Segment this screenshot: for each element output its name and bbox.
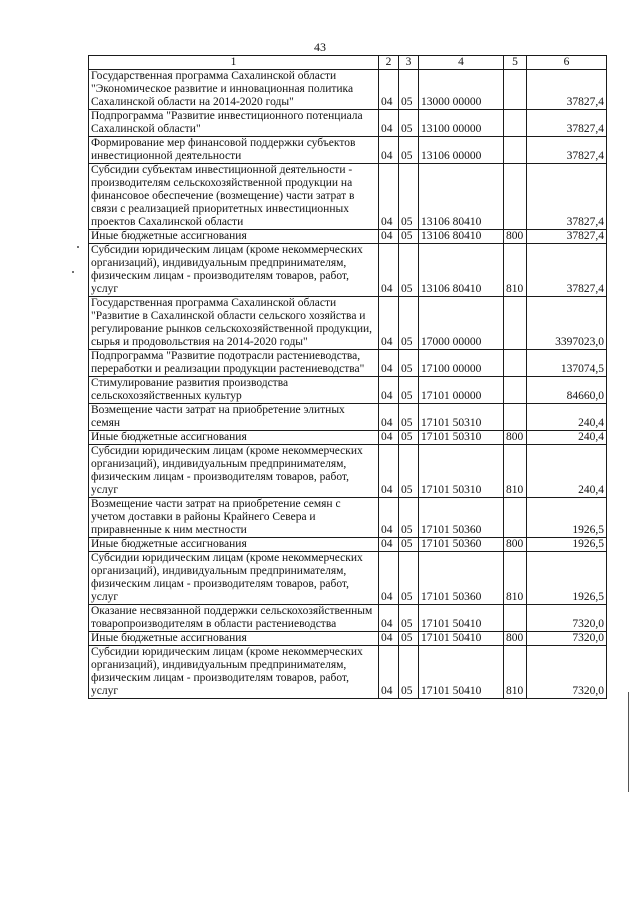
row-code-subsection: 05 (399, 244, 419, 297)
row-code-subsection: 05 (399, 377, 419, 404)
row-description: Стимулирование развития производства сельскохозяйственных культур (89, 377, 379, 404)
table-row (89, 498, 607, 538)
table-row (89, 404, 607, 431)
row-amount: 240,4 (527, 431, 607, 445)
row-amount: 240,4 (527, 445, 607, 498)
row-amount: 37827,4 (527, 164, 607, 230)
row-code-subsection: 05 (399, 552, 419, 605)
row-amount: 37827,4 (527, 70, 607, 110)
row-code-subsection: 05 (399, 404, 419, 431)
row-code-expense-type: 810 (504, 445, 527, 498)
table-row (89, 137, 607, 164)
table-row (89, 377, 607, 404)
row-code-subsection: 05 (399, 297, 419, 350)
row-code-target: 13100 00000 (419, 110, 504, 137)
row-amount: 240,4 (527, 404, 607, 431)
row-code-subsection: 05 (399, 350, 419, 377)
table-row (89, 538, 607, 552)
row-code-expense-type: 810 (504, 244, 527, 297)
table-row (89, 605, 607, 632)
row-code-target: 17000 00000 (419, 297, 504, 350)
row-amount: 1926,5 (527, 498, 607, 538)
table-row (89, 632, 607, 646)
row-code-subsection: 05 (399, 498, 419, 538)
row-amount: 84660,0 (527, 377, 607, 404)
scan-speck (72, 271, 74, 273)
row-description: Субсидии юридическим лицам (кроме некоммерческих организаций), индивидуальным предпринимателям, физическим лицам - производителям товаров, работ, услуг (89, 244, 379, 297)
row-description: Подпрограмма "Развитие подотрасли растениеводства, переработки и реализации продукции растениеводства" (89, 350, 379, 377)
row-code-target: 17101 50360 (419, 552, 504, 605)
row-code-subsection: 05 (399, 632, 419, 646)
row-code-expense-type (504, 404, 527, 431)
table-row (89, 646, 607, 699)
row-code-subsection: 05 (399, 646, 419, 699)
row-code-target: 17101 50360 (419, 498, 504, 538)
row-code-target: 17101 50310 (419, 445, 504, 498)
row-code-target: 13106 80410 (419, 230, 504, 244)
row-code-section: 04 (379, 431, 399, 445)
row-description: Государственная программа Сахалинской области "Экономическое развитие и инновационная политика Сахалинской области на 2014-2020 годы" (89, 70, 379, 110)
row-code-subsection: 05 (399, 605, 419, 632)
row-code-expense-type (504, 605, 527, 632)
row-amount: 1926,5 (527, 538, 607, 552)
row-code-expense-type: 800 (504, 538, 527, 552)
row-code-expense-type: 800 (504, 431, 527, 445)
row-code-expense-type (504, 164, 527, 230)
row-code-target: 13106 00000 (419, 137, 504, 164)
row-amount: 37827,4 (527, 230, 607, 244)
row-code-section: 04 (379, 538, 399, 552)
header-cell: 3 (399, 56, 419, 70)
row-code-section: 04 (379, 230, 399, 244)
table-row (89, 164, 607, 230)
table-row (89, 297, 607, 350)
row-code-section: 04 (379, 164, 399, 230)
row-code-subsection: 05 (399, 445, 419, 498)
row-code-section: 04 (379, 110, 399, 137)
row-code-expense-type: 800 (504, 230, 527, 244)
row-code-subsection: 05 (399, 70, 419, 110)
row-code-section: 04 (379, 377, 399, 404)
row-code-section: 04 (379, 70, 399, 110)
table-row (89, 70, 607, 110)
page-number: 43 (314, 40, 326, 54)
header-cell: 1 (89, 56, 379, 70)
row-code-expense-type (504, 377, 527, 404)
budget-table (88, 55, 607, 699)
row-code-expense-type: 810 (504, 552, 527, 605)
header-cell: 6 (527, 56, 607, 70)
row-code-expense-type (504, 350, 527, 377)
row-description: Иные бюджетные ассигнования (89, 538, 379, 552)
row-code-expense-type (504, 498, 527, 538)
table-row (89, 445, 607, 498)
row-code-section: 04 (379, 552, 399, 605)
row-code-target: 13106 80410 (419, 164, 504, 230)
scan-margin-line (628, 692, 629, 792)
row-description: Субсидии субъектам инвестиционной деятельности - производителям сельскохозяйственной продукции на финансовое обеспечение (возмещение) части затрат в связи с реализацией приоритетных инвестиционных проектов Сахалинской области (89, 164, 379, 230)
row-code-subsection: 05 (399, 110, 419, 137)
row-amount: 7320,0 (527, 646, 607, 699)
row-code-section: 04 (379, 297, 399, 350)
row-code-expense-type (504, 137, 527, 164)
row-amount: 7320,0 (527, 632, 607, 646)
row-code-expense-type: 800 (504, 632, 527, 646)
row-code-subsection: 05 (399, 230, 419, 244)
table-header-row (89, 56, 607, 70)
row-code-expense-type: 810 (504, 646, 527, 699)
row-amount: 37827,4 (527, 244, 607, 297)
row-description: Оказание несвязанной поддержки сельскохозяйственным товаропроизводителям в области растениеводства (89, 605, 379, 632)
row-description: Возмещение части затрат на приобретение семян с учетом доставки в районы Крайнего Севера и приравненные к ним местности (89, 498, 379, 538)
row-code-target: 17101 50410 (419, 632, 504, 646)
row-code-target: 17101 50360 (419, 538, 504, 552)
table-row (89, 552, 607, 605)
row-description: Возмещение части затрат на приобретение элитных семян (89, 404, 379, 431)
header-cell: 4 (419, 56, 504, 70)
row-code-target: 17101 50310 (419, 431, 504, 445)
row-code-section: 04 (379, 404, 399, 431)
row-code-section: 04 (379, 350, 399, 377)
row-description: Субсидии юридическим лицам (кроме некоммерческих организаций), индивидуальным предпринимателям, физическим лицам - производителям товаров, работ, услуг (89, 552, 379, 605)
row-code-subsection: 05 (399, 538, 419, 552)
row-amount: 37827,4 (527, 110, 607, 137)
row-description: Государственная программа Сахалинской области "Развитие в Сахалинской области сельского хозяйства и регулирование рынков сельскохозяйственной продукции, сырья и продовольствия на 2014-2020 годы" (89, 297, 379, 350)
row-description: Иные бюджетные ассигнования (89, 632, 379, 646)
row-code-target: 17101 50410 (419, 605, 504, 632)
table-row (89, 431, 607, 445)
row-code-section: 04 (379, 445, 399, 498)
row-description: Иные бюджетные ассигнования (89, 230, 379, 244)
table-row (89, 230, 607, 244)
row-code-section: 04 (379, 137, 399, 164)
row-amount: 1926,5 (527, 552, 607, 605)
row-code-target: 13000 00000 (419, 70, 504, 110)
row-description: Субсидии юридическим лицам (кроме некоммерческих организаций), индивидуальным предпринимателям, физическим лицам - производителям товаров, работ, услуг (89, 445, 379, 498)
row-code-expense-type (504, 70, 527, 110)
row-code-target: 17101 00000 (419, 377, 504, 404)
row-code-section: 04 (379, 646, 399, 699)
table-row (89, 244, 607, 297)
row-code-subsection: 05 (399, 137, 419, 164)
row-amount: 7320,0 (527, 605, 607, 632)
row-amount: 137074,5 (527, 350, 607, 377)
scan-speck (77, 246, 79, 248)
header-cell: 2 (379, 56, 399, 70)
row-code-subsection: 05 (399, 431, 419, 445)
table-row (89, 110, 607, 137)
row-code-target: 13106 80410 (419, 244, 504, 297)
row-code-expense-type (504, 110, 527, 137)
row-code-section: 04 (379, 498, 399, 538)
header-cell: 5 (504, 56, 527, 70)
row-description: Иные бюджетные ассигнования (89, 431, 379, 445)
row-code-section: 04 (379, 605, 399, 632)
row-code-target: 17100 00000 (419, 350, 504, 377)
row-description: Субсидии юридическим лицам (кроме некоммерческих организаций), индивидуальным предпринимателям, физическим лицам - производителям товаров, работ, услуг (89, 646, 379, 699)
row-code-subsection: 05 (399, 164, 419, 230)
row-description: Формирование мер финансовой поддержки субъектов инвестиционной деятельности (89, 137, 379, 164)
row-code-section: 04 (379, 244, 399, 297)
row-code-target: 17101 50310 (419, 404, 504, 431)
row-code-target: 17101 50410 (419, 646, 504, 699)
table-row (89, 350, 607, 377)
row-code-expense-type (504, 297, 527, 350)
row-description: Подпрограмма "Развитие инвестиционного потенциала Сахалинской области" (89, 110, 379, 137)
row-amount: 3397023,0 (527, 297, 607, 350)
row-code-section: 04 (379, 632, 399, 646)
row-amount: 37827,4 (527, 137, 607, 164)
